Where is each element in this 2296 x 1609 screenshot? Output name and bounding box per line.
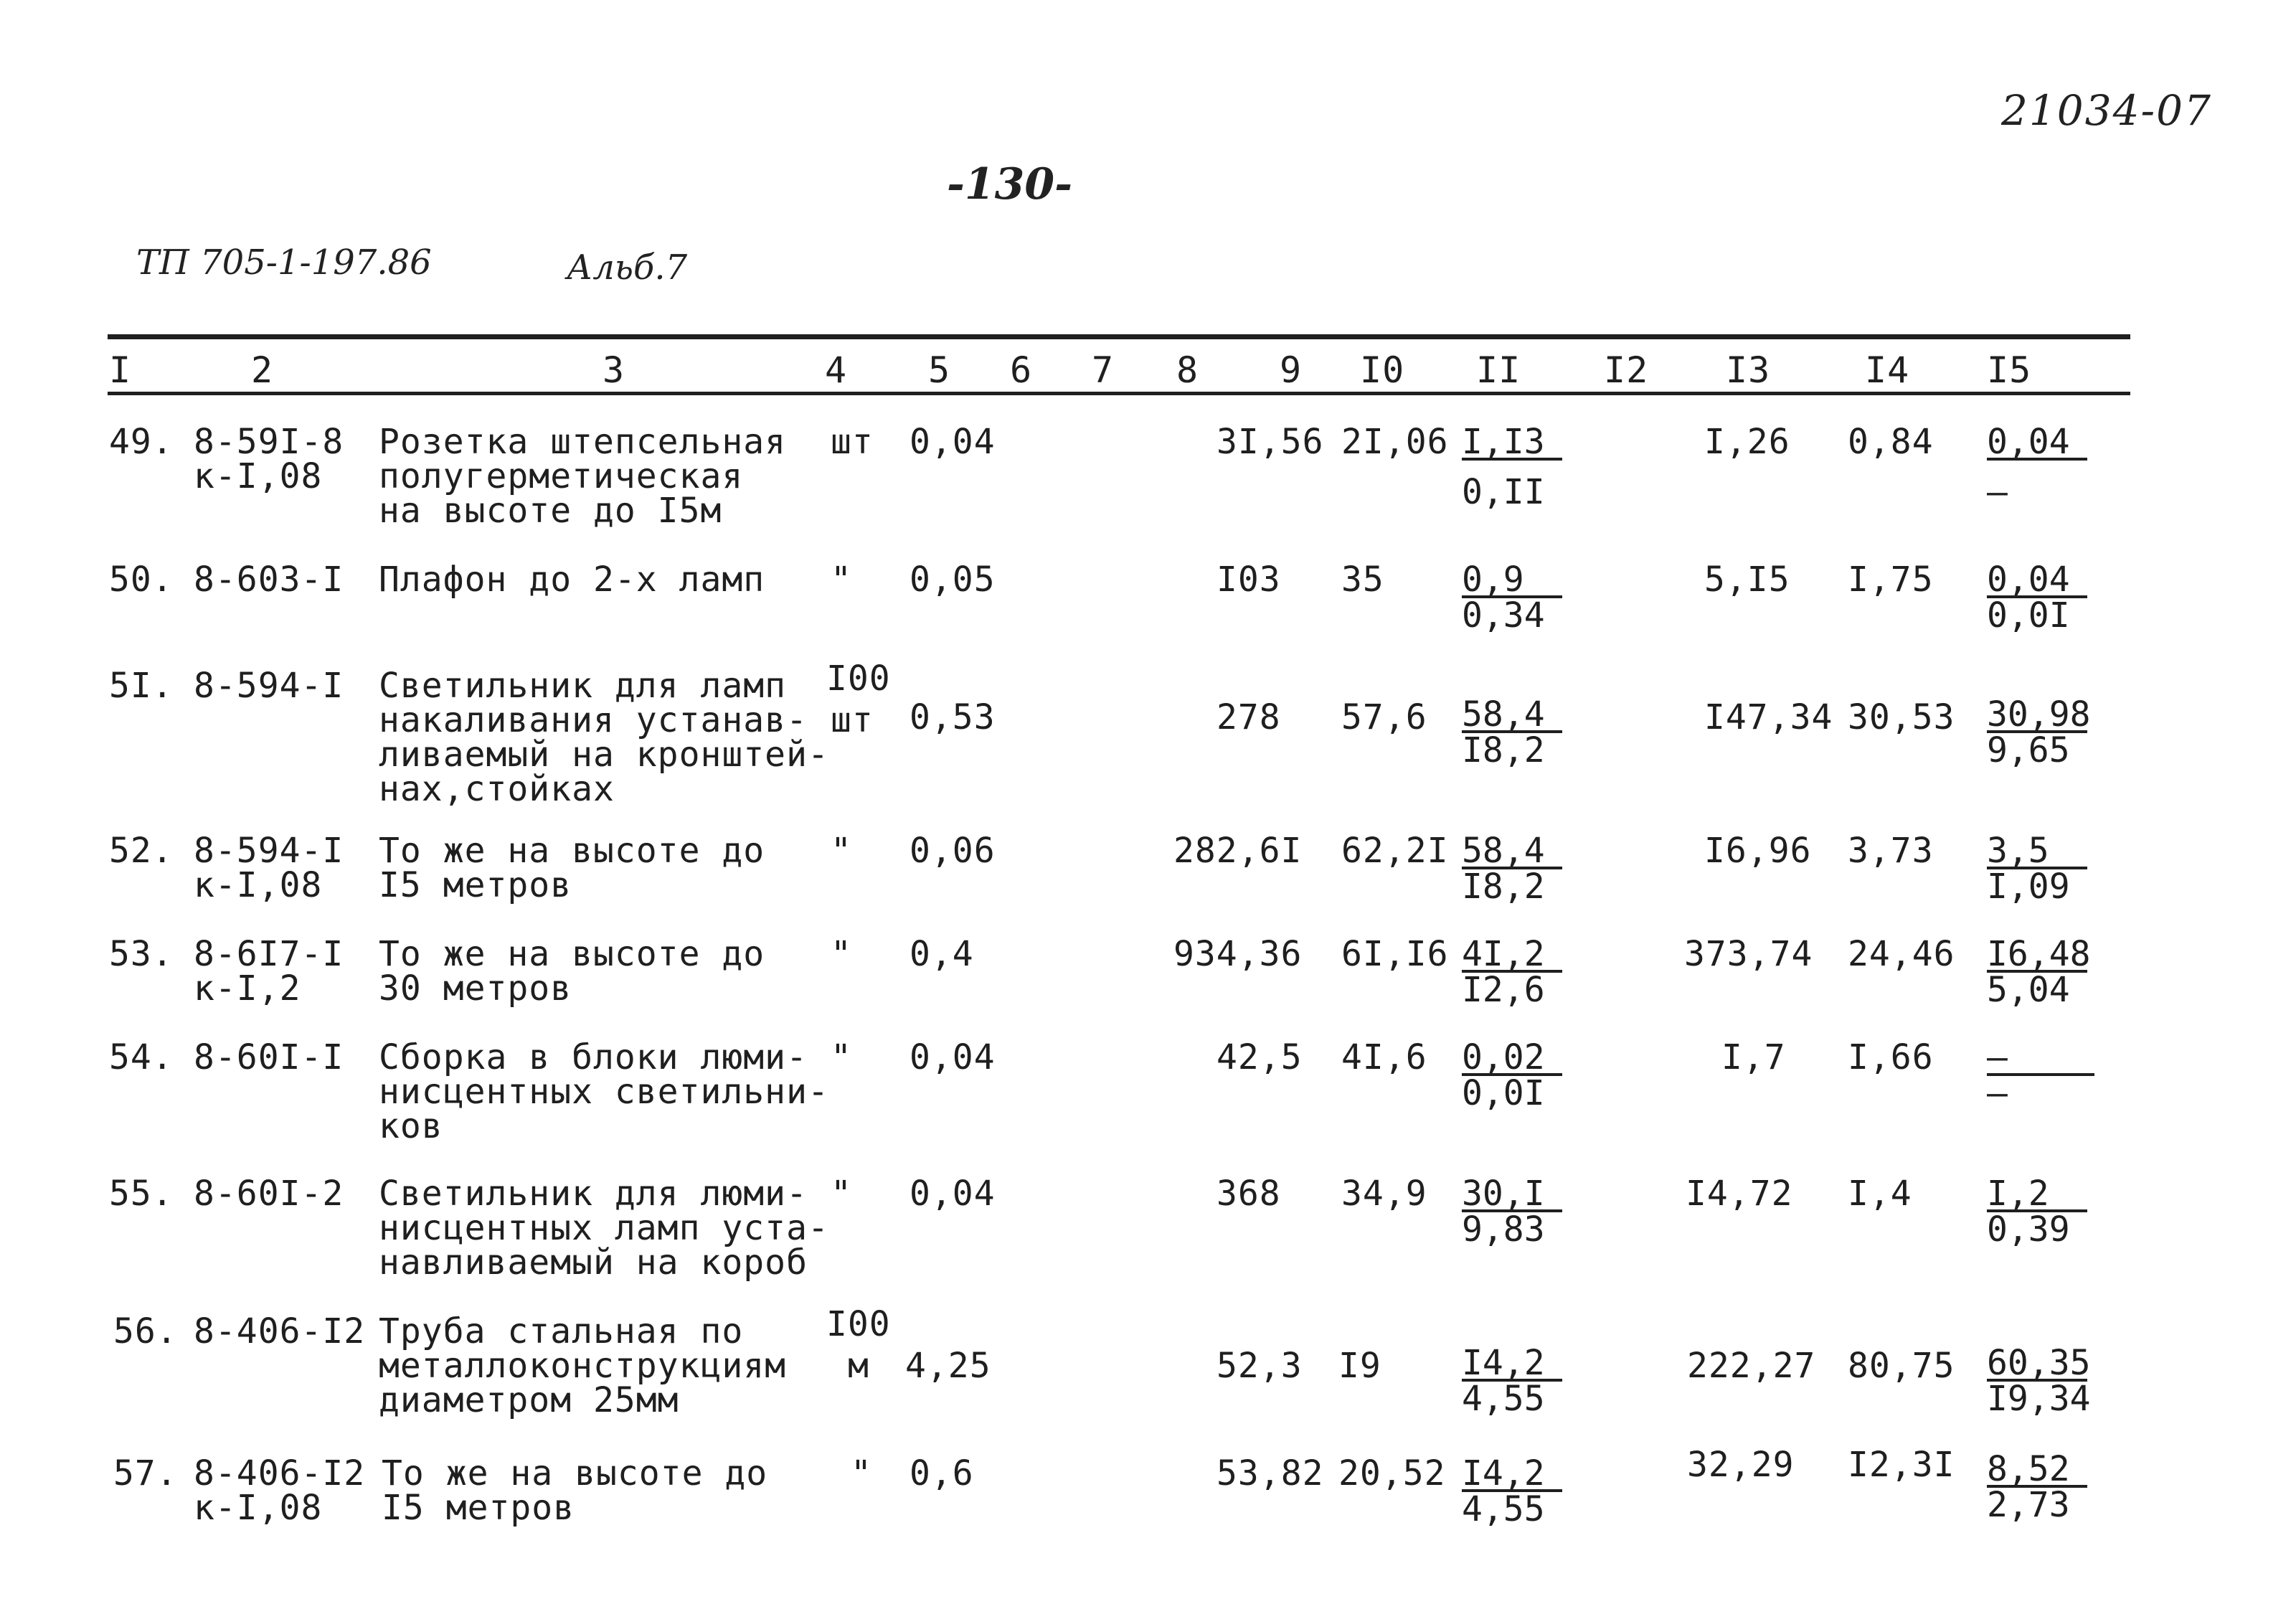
machine-cost: $\frac{58,4}{I8,2}$	[1462, 834, 1562, 904]
total-cost: I6,96	[1704, 831, 1812, 871]
quantity: 0,06	[910, 831, 996, 871]
table-row	[0, 659, 2296, 809]
item-description: Розетка штепсельная	[379, 422, 787, 462]
item-description: I5 метров	[382, 1488, 575, 1528]
quantity: 0,6	[910, 1453, 974, 1494]
total-wages: I2,3I	[1848, 1445, 1955, 1485]
rate-code: 8-6I7-I	[194, 934, 344, 974]
unit: шт	[831, 422, 874, 462]
unit: "	[831, 560, 852, 600]
column-header: 4	[825, 349, 848, 391]
item-description: Плафон до 2-х ламп	[379, 560, 765, 600]
wage-cost: 2I,06	[1341, 422, 1449, 462]
item-description: ливаемый на кронштей-	[379, 735, 829, 775]
item-description: полугерметическая	[379, 456, 744, 496]
page-number: -130-	[947, 159, 1073, 209]
item-description: диаметром 25мм	[379, 1380, 679, 1420]
rate-coefficient: к-I,08	[194, 865, 323, 905]
item-description: на высоте до I5м	[379, 491, 722, 531]
unit-cost: I03	[1216, 560, 1281, 600]
wage-cost: 62,2I	[1341, 831, 1449, 871]
total-cost: 222,27	[1687, 1346, 1816, 1386]
column-header: 2	[251, 349, 274, 391]
rate-code: 8-406-I2	[194, 1453, 366, 1494]
total-wages: 0,84	[1848, 422, 1934, 462]
table-row	[0, 831, 2296, 907]
column-header: I0	[1360, 349, 1405, 391]
column-header: 8	[1176, 349, 1199, 391]
column-header: 3	[603, 349, 625, 391]
unit: "	[831, 1174, 852, 1214]
wage-cost: 57,6	[1341, 697, 1427, 737]
row-number: 56.	[113, 1311, 178, 1351]
unit-cost: 3I,56	[1216, 422, 1324, 462]
unit-cost: 368	[1216, 1174, 1281, 1214]
wage-cost: I9	[1338, 1346, 1381, 1386]
total-wages: I,66	[1848, 1037, 1934, 1077]
row-number: 52.	[109, 831, 174, 871]
total-machine-cost: – –	[1987, 1040, 2094, 1110]
rate-coefficient: к-I,08	[194, 1488, 323, 1528]
quantity: 0,04	[910, 422, 996, 462]
unit: м	[848, 1346, 869, 1386]
item-description: навливаемый на короб	[379, 1242, 808, 1283]
unit-cost: 42,5	[1216, 1037, 1303, 1077]
table-row	[0, 1445, 2296, 1529]
item-description: накаливания устанав-	[379, 700, 808, 740]
machine-cost: $\frac{58,4}{I8,2}$	[1462, 697, 1562, 768]
total-wages: I,75	[1848, 560, 1934, 600]
machine-cost: $\frac{0,9}{0,34}$	[1462, 562, 1562, 633]
unit-cost: 282,6I	[1173, 831, 1303, 871]
item-description: Светильник для ламп	[379, 666, 787, 706]
unit: "	[831, 831, 852, 871]
document-code: 21034-07	[2001, 86, 2212, 135]
machine-cost: $\frac{I4,2}{4,55}$	[1462, 1346, 1562, 1416]
unit-cost: 52,3	[1216, 1346, 1303, 1386]
column-header: I	[109, 349, 132, 391]
item-description: Сборка в блоки люми-	[379, 1037, 808, 1077]
table-top-rule	[108, 334, 2130, 339]
table-row	[0, 422, 2296, 531]
rate-code: 8-603-I	[194, 560, 344, 600]
total-machine-cost: 0,04 –	[1987, 425, 2087, 509]
project-code: ТП 705-1-197.86	[136, 242, 432, 283]
column-header: 5	[928, 349, 951, 391]
table-header-rule	[108, 392, 2130, 395]
total-cost: I4,72	[1686, 1174, 1793, 1214]
item-description: То же на высоте до	[379, 934, 765, 974]
total-cost: I47,34	[1704, 697, 1833, 737]
row-number: 5I.	[109, 666, 174, 706]
item-description: Труба стальная по	[379, 1311, 744, 1351]
item-description: нисцентных светильни-	[379, 1072, 829, 1112]
rate-coefficient: к-I,08	[194, 456, 323, 496]
machine-cost: $\frac{I4,2}{4,55}$	[1462, 1456, 1562, 1527]
total-wages: 3,73	[1848, 831, 1934, 871]
quantity: 0,4	[910, 934, 974, 974]
wage-cost: 34,9	[1341, 1174, 1427, 1214]
machine-cost: $\frac{I,I3}{0,II}$	[1462, 425, 1562, 509]
column-header: 9	[1280, 349, 1303, 391]
row-number: 55.	[109, 1174, 174, 1214]
item-description: Светильник для люми-	[379, 1174, 808, 1214]
unit: I00	[826, 659, 891, 699]
wage-cost: 6I,I6	[1341, 934, 1449, 974]
quantity: 0,04	[910, 1174, 996, 1214]
row-number: 49.	[109, 422, 174, 462]
column-header: I5	[1987, 349, 2032, 391]
wage-cost: 35	[1341, 560, 1384, 600]
row-number: 53.	[109, 934, 174, 974]
column-header: II	[1476, 349, 1521, 391]
unit-cost: 53,82	[1216, 1453, 1324, 1494]
total-wages: 80,75	[1848, 1346, 1955, 1386]
table-row	[0, 1174, 2296, 1283]
machine-cost: $\frac{4I,2}{I2,6}$	[1462, 937, 1562, 1007]
total-wages: I,4	[1848, 1174, 1912, 1214]
quantity: 4,25	[905, 1346, 991, 1386]
table-row	[0, 1037, 2296, 1146]
total-cost: I,26	[1704, 422, 1790, 462]
unit-cost: 934,36	[1173, 934, 1303, 974]
item-description: То же на высоте до	[382, 1453, 768, 1494]
item-description: металлоконструкциям	[379, 1346, 787, 1386]
item-description: 30 метров	[379, 968, 572, 1009]
quantity: 0,05	[910, 560, 996, 600]
total-machine-cost: $\frac{I6,48}{5,04}$	[1987, 934, 2091, 1010]
rate-coefficient: к-I,2	[194, 968, 301, 1009]
rate-code: 8-60I-2	[194, 1174, 344, 1214]
table-row	[0, 1304, 2296, 1420]
total-machine-cost: $\frac{I,2}{0,39}$	[1987, 1176, 2087, 1247]
table-row	[0, 934, 2296, 1010]
item-description: нах,стойках	[379, 769, 615, 809]
total-machine-cost: $\frac{60,35}{I9,34}$	[1987, 1343, 2091, 1419]
unit: шт	[831, 700, 874, 740]
quantity: 0,53	[910, 697, 996, 737]
total-cost: 32,29	[1687, 1445, 1795, 1485]
item-description: нисцентных ламп уста-	[379, 1208, 829, 1248]
total-machine-cost: $\frac{8,52}{2,73}$	[1987, 1452, 2087, 1522]
album-number: Альб.7	[567, 247, 688, 288]
machine-cost: $\frac{0,02}{0,0I}$	[1462, 1040, 1562, 1110]
total-cost: 373,74	[1684, 934, 1813, 974]
column-header: 7	[1092, 349, 1115, 391]
total-cost: I,7	[1721, 1037, 1786, 1077]
row-number: 54.	[109, 1037, 174, 1077]
column-header: I3	[1726, 349, 1771, 391]
unit: "	[831, 934, 852, 974]
unit-cost: 278	[1216, 697, 1281, 737]
total-machine-cost: $\frac{0,04}{0,0I}$	[1987, 562, 2087, 633]
unit: "	[851, 1453, 872, 1494]
column-header: I4	[1865, 349, 1910, 391]
unit: "	[831, 1037, 852, 1077]
rate-code: 8-594-I	[194, 666, 344, 706]
column-header: I2	[1604, 349, 1649, 391]
rate-code: 8-60I-I	[194, 1037, 344, 1077]
row-number: 57.	[113, 1453, 178, 1494]
total-wages: 30,53	[1848, 697, 1955, 737]
wage-cost: 20,52	[1338, 1453, 1446, 1494]
rate-code: 8-594-I	[194, 831, 344, 871]
unit: I00	[826, 1304, 891, 1344]
machine-cost: $\frac{30,I}{9,83}$	[1462, 1176, 1562, 1247]
rate-code: 8-59I-8	[194, 422, 344, 462]
total-machine-cost: $\frac{3,5}{I,09}$	[1987, 834, 2087, 904]
table-row	[0, 560, 2296, 636]
row-number: 50.	[109, 560, 174, 600]
total-machine-cost: $\frac{30,98}{9,65}$	[1987, 694, 2091, 770]
item-description: I5 метров	[379, 865, 572, 905]
wage-cost: 4I,6	[1341, 1037, 1427, 1077]
item-description: ков	[379, 1106, 443, 1146]
total-wages: 24,46	[1848, 934, 1955, 974]
quantity: 0,04	[910, 1037, 996, 1077]
column-header: 6	[1010, 349, 1033, 391]
total-cost: 5,I5	[1704, 560, 1790, 600]
rate-code: 8-406-I2	[194, 1311, 366, 1351]
item-description: То же на высоте до	[379, 831, 765, 871]
